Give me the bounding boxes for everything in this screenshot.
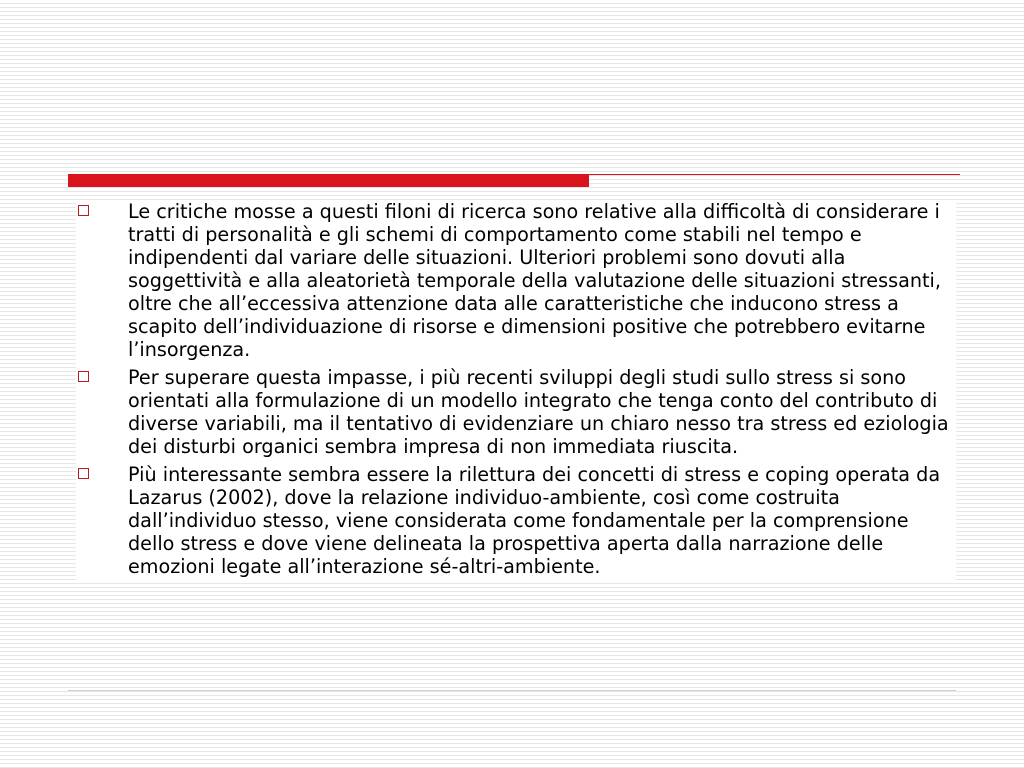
- title-accent-line: [589, 174, 960, 175]
- bullet-item: [76, 463, 956, 578]
- footer-divider: [68, 690, 956, 691]
- hollow-square-bullet-icon: [78, 205, 89, 216]
- bullet-text: Più interessante sembra essere la rilettura dei concetti di stress e coping operata da Lazarus (2002), dove la relazione individuo-ambiente, così come costruita dall’individuo stesso, viene considerata come fondamentale per la comprensione dello stress e dove viene delineata la prospettiva aperta dalla narrazione delle emozioni legate all’interazione sé-altri-ambiente.: [128, 463, 941, 578]
- hollow-square-bullet-icon: [78, 468, 89, 479]
- bullet-list: [76, 200, 956, 583]
- bullet-text: Per superare questa impasse, i più recenti sviluppi degli studi sullo stress si sono orientati alla formulazione di un modello integrato che tenga conto del contributo di diverse variabili, ma il tentativo di evidenziare un chiaro nesso tra stress ed eziologia dei disturbi organici sembra impresa di non immediata riuscita.: [128, 366, 949, 458]
- bullet-item: [76, 200, 956, 361]
- title-accent-bar: [68, 174, 589, 187]
- hollow-square-bullet-icon: [78, 371, 89, 382]
- bullet-text: Le critiche mosse a questi filoni di ricerca sono relative alla difficoltà di considerare i tratti di personalità e gli schemi di comportamento come stabili nel tempo e indipendenti dal variare delle situazioni. Ulteriori problemi sono dovuti alla soggettività e alla aleatorietà temporale della valutazione delle situazioni stressanti, oltre che all’eccessiva attenzione data alle caratteristiche che inducono stress a scapito dell’individuazione di risorse e dimensioni positive che potrebbero evitarne l’insorgenza.: [128, 200, 941, 361]
- bullet-item: [76, 366, 956, 458]
